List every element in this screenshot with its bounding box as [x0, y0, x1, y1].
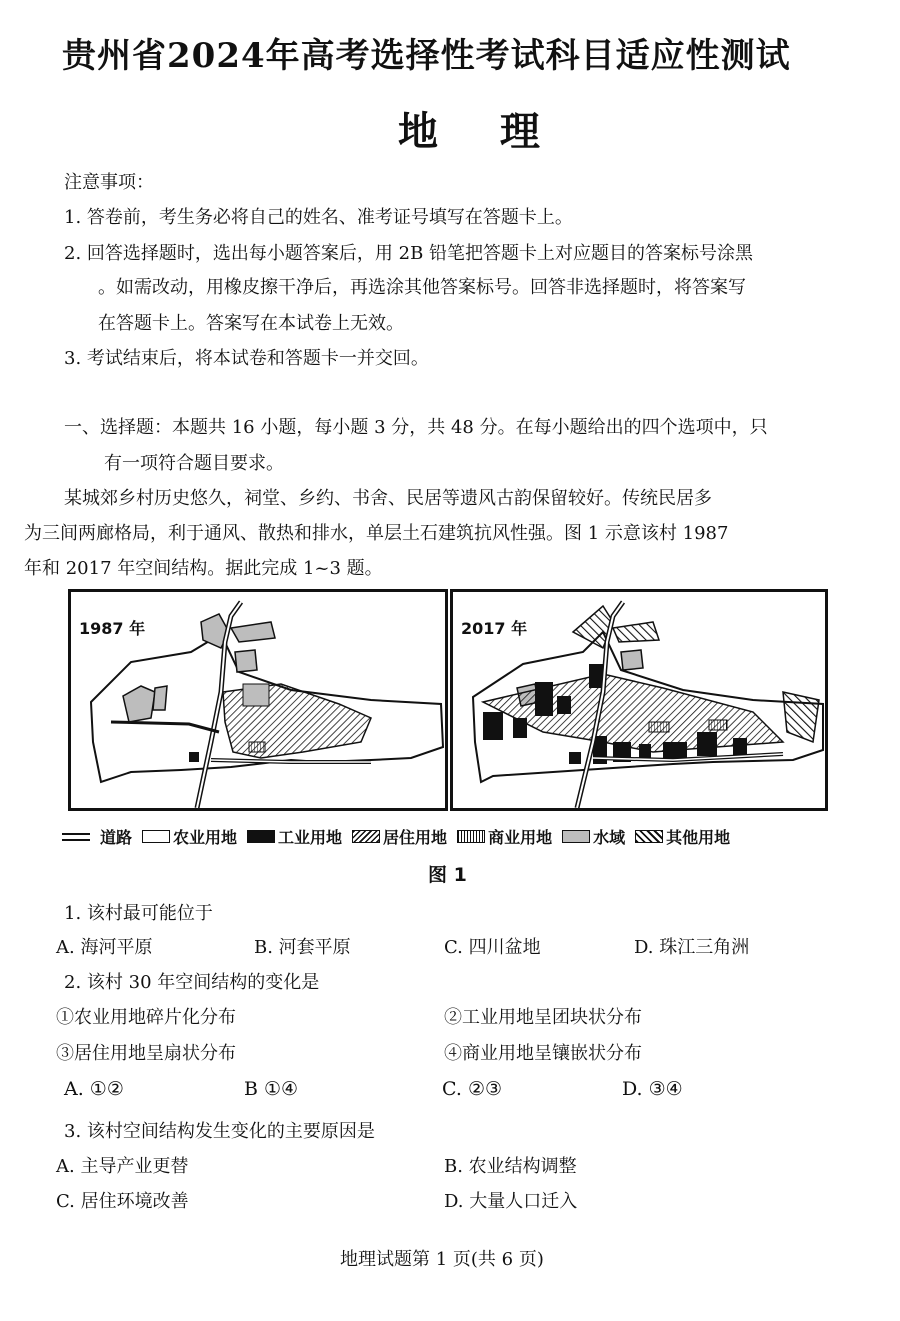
section-heading-cont: 有一项符合题目要求。 — [104, 453, 284, 474]
q2-statement-3: ③居住用地呈扇状分布 — [56, 1043, 236, 1064]
map-year-label: 2017 年 — [461, 619, 528, 638]
figure-legend — [62, 825, 740, 848]
notice-item-2-cont2: 在答题卡上。答案写在本试卷上无效。 — [98, 313, 404, 334]
q2-statement-4: ④商业用地呈镶嵌状分布 — [444, 1043, 642, 1064]
legend-commercial — [457, 825, 552, 848]
legend-industrial — [247, 825, 342, 848]
passage-line-2: 为三间两廊格局，利于通风、散热和排水，单层土石建筑抗风性强。图 1 示意该村 1987 — [24, 523, 729, 544]
notice-item-1: 1. 答卷前，考生务必将自己的姓名、准考证号填写在答题卡上。 — [64, 207, 573, 228]
gray-swatch-icon — [562, 830, 590, 843]
subject-title: 地 理 — [398, 108, 564, 155]
q2-option-b: B ①④ — [244, 1078, 299, 1100]
legend-farmland-label: 农业用地 — [173, 828, 238, 847]
q3-option-c: C. 居住环境改善 — [56, 1191, 189, 1212]
map-year-label: 1987 年 — [79, 619, 146, 638]
road-line-swatch-icon — [62, 833, 90, 841]
page-footer: 地理试题第 1 页(共 6 页) — [340, 1249, 544, 1270]
q3-option-d: D. 大量人口迁入 — [444, 1191, 578, 1212]
q1-option-c: C. 四川盆地 — [444, 937, 541, 958]
q2-statement-1: ①农业用地碎片化分布 — [56, 1007, 236, 1028]
q3-option-b: B. 农业结构调整 — [444, 1156, 577, 1177]
q2-statement-2: ②工业用地呈团块状分布 — [444, 1007, 642, 1028]
legend-water-label: 水域 — [593, 828, 626, 847]
passage-line-1: 某城郊乡村历史悠久，祠堂、乡约、书舍、民居等遗风古韵保留较好。传统民居多 — [64, 488, 712, 509]
passage-line-3: 年和 2017 年空间结构。据此完成 1~3 题。 — [24, 558, 383, 579]
q2-option-d: D. ③④ — [622, 1078, 683, 1100]
map-2017 — [450, 589, 828, 811]
legend-commercial-label: 商业用地 — [488, 828, 553, 847]
notice-heading: 注意事项： — [64, 172, 154, 193]
legend-other — [635, 825, 730, 848]
legend-road — [62, 825, 132, 848]
section-heading: 一、选择题：本题共 16 小题，每小题 3 分，共 48 分。在每小题给出的四个选项中，只 — [64, 417, 768, 438]
q2-option-a: A. ①② — [64, 1078, 124, 1100]
cross-hatch-swatch-icon — [635, 830, 663, 843]
legend-farmland — [142, 825, 237, 848]
q1-option-b: B. 河套平原 — [254, 937, 351, 958]
solid-black-swatch-icon — [247, 830, 275, 843]
legend-residential-label: 居住用地 — [383, 828, 448, 847]
question-3-stem: 3. 该村空间结构发生变化的主要原因是 — [64, 1121, 375, 1142]
legend-water — [562, 825, 625, 848]
legend-other-label: 其他用地 — [666, 828, 731, 847]
notice-item-2-cont: 。如需改动，用橡皮擦干净后，再选涂其他答案标号。回答非选择题时，将答案写 — [98, 277, 746, 298]
diagonal-hatch-swatch-icon — [352, 830, 380, 843]
blank-swatch-icon — [142, 830, 170, 843]
question-2-stem: 2. 该村 30 年空间结构的变化是 — [64, 972, 320, 993]
map-1987 — [68, 589, 448, 811]
q2-option-c: C. ②③ — [442, 1078, 503, 1100]
question-1-stem: 1. 该村最可能位于 — [64, 903, 213, 924]
vertical-hatch-swatch-icon — [457, 830, 485, 843]
figure-caption: 图 1 — [428, 864, 467, 886]
notice-item-2: 2. 回答选择题时，选出每小题答案后，用 2B 铅笔把答题卡上对应题目的答案标号涂黑 — [64, 243, 754, 264]
exam-title: 贵州省2024年高考选择性考试科目适应性测试 — [62, 36, 791, 76]
q3-option-a: A. 主导产业更替 — [56, 1156, 189, 1177]
legend-industrial-label: 工业用地 — [278, 828, 343, 847]
notice-item-3: 3. 考试结束后，将本试卷和答题卡一并交回。 — [64, 348, 429, 369]
q1-option-d: D. 珠江三角洲 — [634, 937, 750, 958]
legend-road-label: 道路 — [100, 828, 133, 847]
q1-option-a: A. 海河平原 — [56, 937, 153, 958]
legend-residential — [352, 825, 447, 848]
